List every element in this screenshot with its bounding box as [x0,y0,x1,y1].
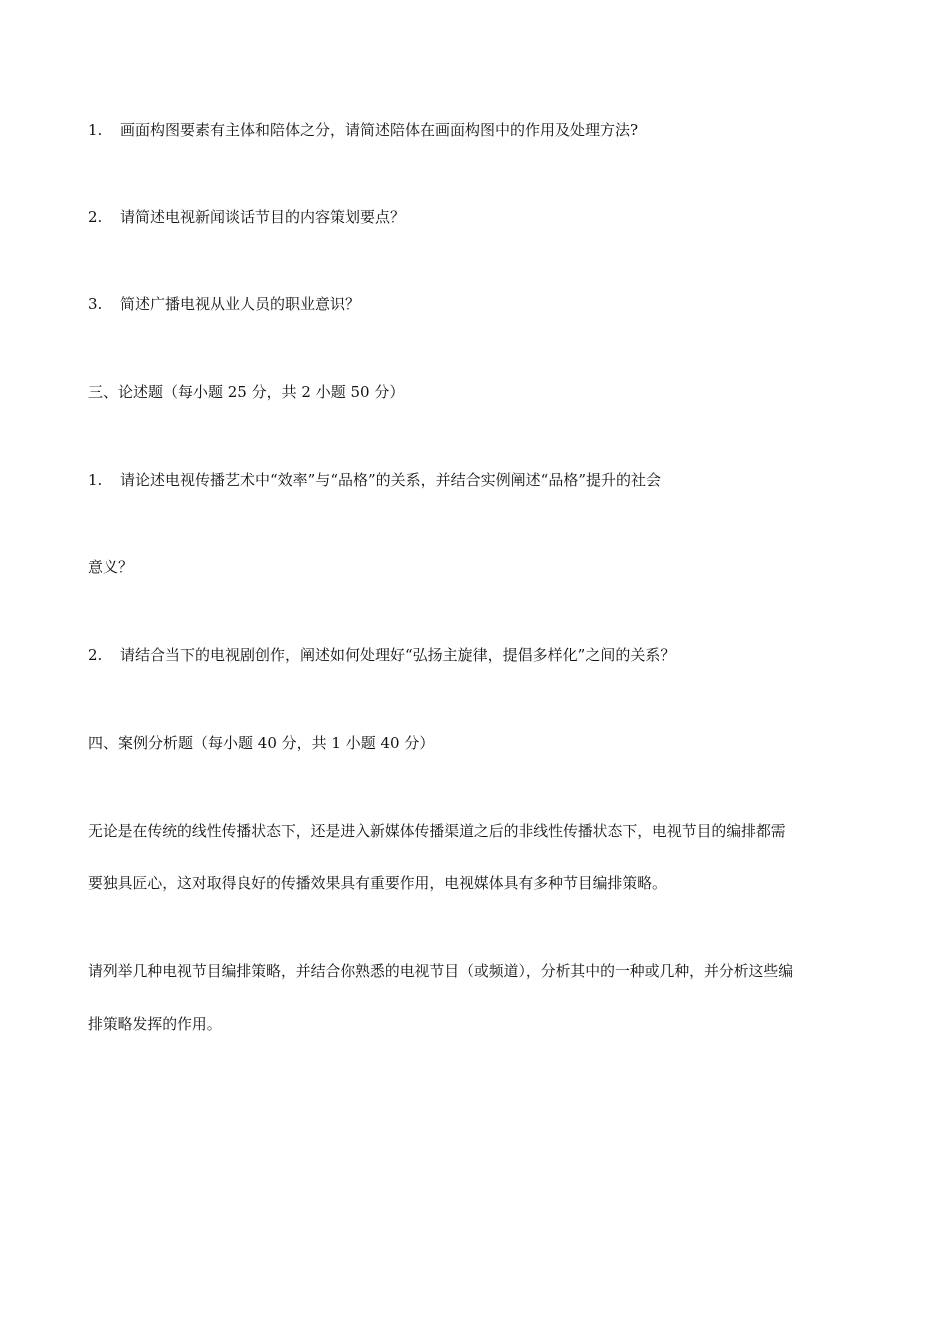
section-heading-4: 四、案例分析题（每小题 40 分，共 1 小题 40 分） [88,734,435,752]
section-heading-3: 三、论述题（每小题 25 分，共 2 小题 50 分） [88,383,405,401]
question-s2-3 [88,294,360,314]
question-s3-2 [88,645,675,665]
case-paragraph-1-line-1: 无论是在传统的线性传播状态下，还是进入新媒体传播渠道之后的非线性传播状态下，电视节目的编排都需 [88,822,786,840]
question-text: 简述广播电视从业人员的职业意识？ [120,295,361,313]
question-text: 请结合当下的电视剧创作，阐述如何处理好“弘扬主旋律，提倡多样化”之间的关系？ [120,646,676,664]
question-s2-1 [88,120,638,140]
question-text: 请简述电视新闻谈话节目的内容策划要点？ [120,208,406,226]
case-paragraph-2-line-2: 排策略发挥的作用。 [88,1015,222,1033]
question-s3-1-continuation: 意义？ [88,558,134,576]
question-number: 1. [88,121,103,139]
question-text: 画面构图要素有主体和陪体之分，请简述陪体在画面构图中的作用及处理方法? [120,121,639,139]
question-text: 请论述电视传播艺术中“效率”与“品格”的关系，并结合实例阐述“品格”提升的社会 [120,471,662,489]
question-s2-2 [88,207,405,227]
case-paragraph-1-line-2: 要独具匠心，这对取得良好的传播效果具有重要作用，电视媒体具有多种节目编排策略。 [88,874,667,892]
case-paragraph-2-line-1: 请列举几种电视节目编排策略，并结合你熟悉的电视节目（或频道），分析其中的一种或几种，并分析这些编 [88,962,794,980]
question-s3-1 [88,470,661,490]
question-number: 2. [88,646,103,664]
question-number: 2. [88,208,103,226]
question-number: 3. [88,295,103,313]
question-number: 1. [88,471,103,489]
